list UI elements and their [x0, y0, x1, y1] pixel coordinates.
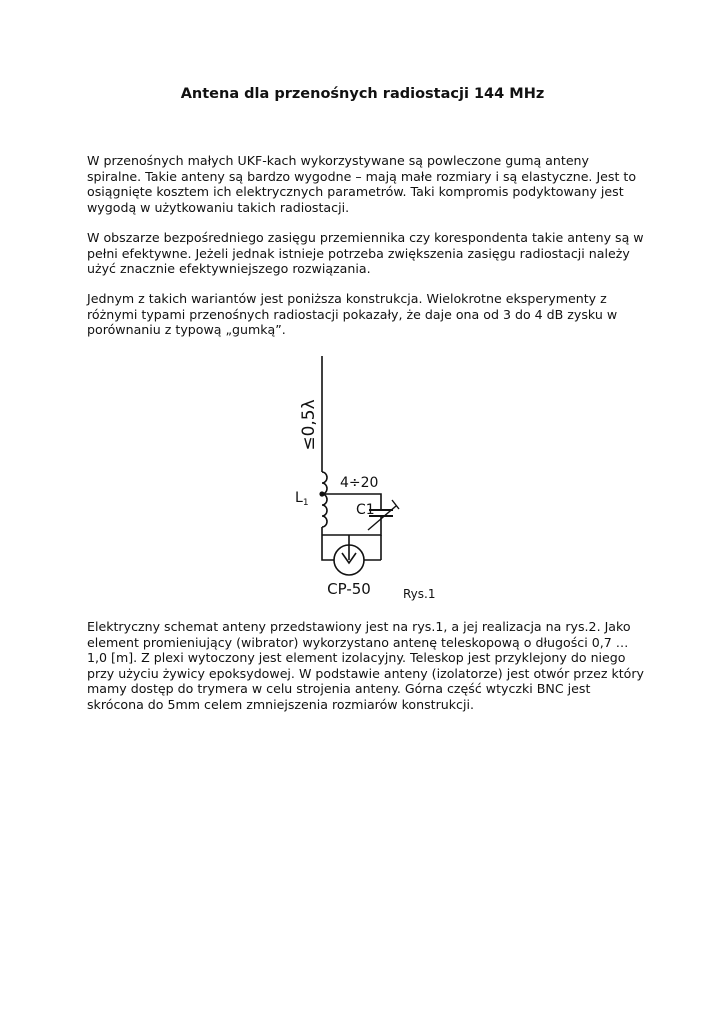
inductor-label: $L_1$ [295, 490, 309, 508]
antenna-length-label: ≤0,5λ [299, 399, 319, 451]
paragraph-intro: W przenośnych małych UKF-kach wykorzystywane są powleczone gumą anteny spiralne. Takie anteny są bardzo wygodne – mają małe rozmiary i są elastyczne. Jest to osiągnięte kosztem ich elektrycznych parametrów. Taki kompromis podyktowany jest wygodą w użytkowaniu takich radiostacji. [87, 153, 637, 215]
ground-wire [322, 527, 334, 560]
capacitor-label: C1 [356, 502, 375, 518]
figure-caption: Rys.1 [403, 587, 436, 601]
page-title: Antena dla przenośnych radiostacji 144 MHz [180, 86, 545, 102]
connector-label: CP-50 [327, 580, 371, 598]
paragraph-schematic-description: Elektryczny schemat anteny przedstawiony jest na rys.1, a jej realizacja na rys.2. Jako element promieniujący (wibrator) wykorzystano antenę teleskopową o długości 0,7 … 1,0 [m]. Z plexi wytoczony jest element izolacyjny. Teleskop jest przyklejony do niego przy użyciu żywicy epoksydowej. W podstawie anteny (izolatorze) jest otwór przez który mamy dostęp do trymera w celu strojenia anteny. Górna część wtyczki BNC jest skrócona do 5mm celem zmniejszenia rozmiarów konstrukcji. [87, 619, 645, 712]
antenna-schematic [280, 350, 410, 602]
paragraph-range: W obszarze bezpośredniego zasięgu przemiennika czy korespondenta takie anteny są w pełni efektywne. Jeżeli jednak istnieje potrzeba zwiększenia zasięgu radiostacji należy użyć znacznie efektywniejszego rozwiązania. [87, 230, 644, 277]
paragraph-construction: Jednym z takich wariantów jest poniższa konstrukcja. Wielokrotne eksperymenty z różnymi typami przenośnych radiostacji pokazały, że daje ona od 3 do 4 dB zysku w porównaniu z typową „gumką”. [87, 291, 618, 338]
trimmer-return-wire [322, 516, 381, 535]
inductor-coil [322, 472, 327, 527]
capacitance-range-label: 4÷20 [340, 475, 379, 491]
